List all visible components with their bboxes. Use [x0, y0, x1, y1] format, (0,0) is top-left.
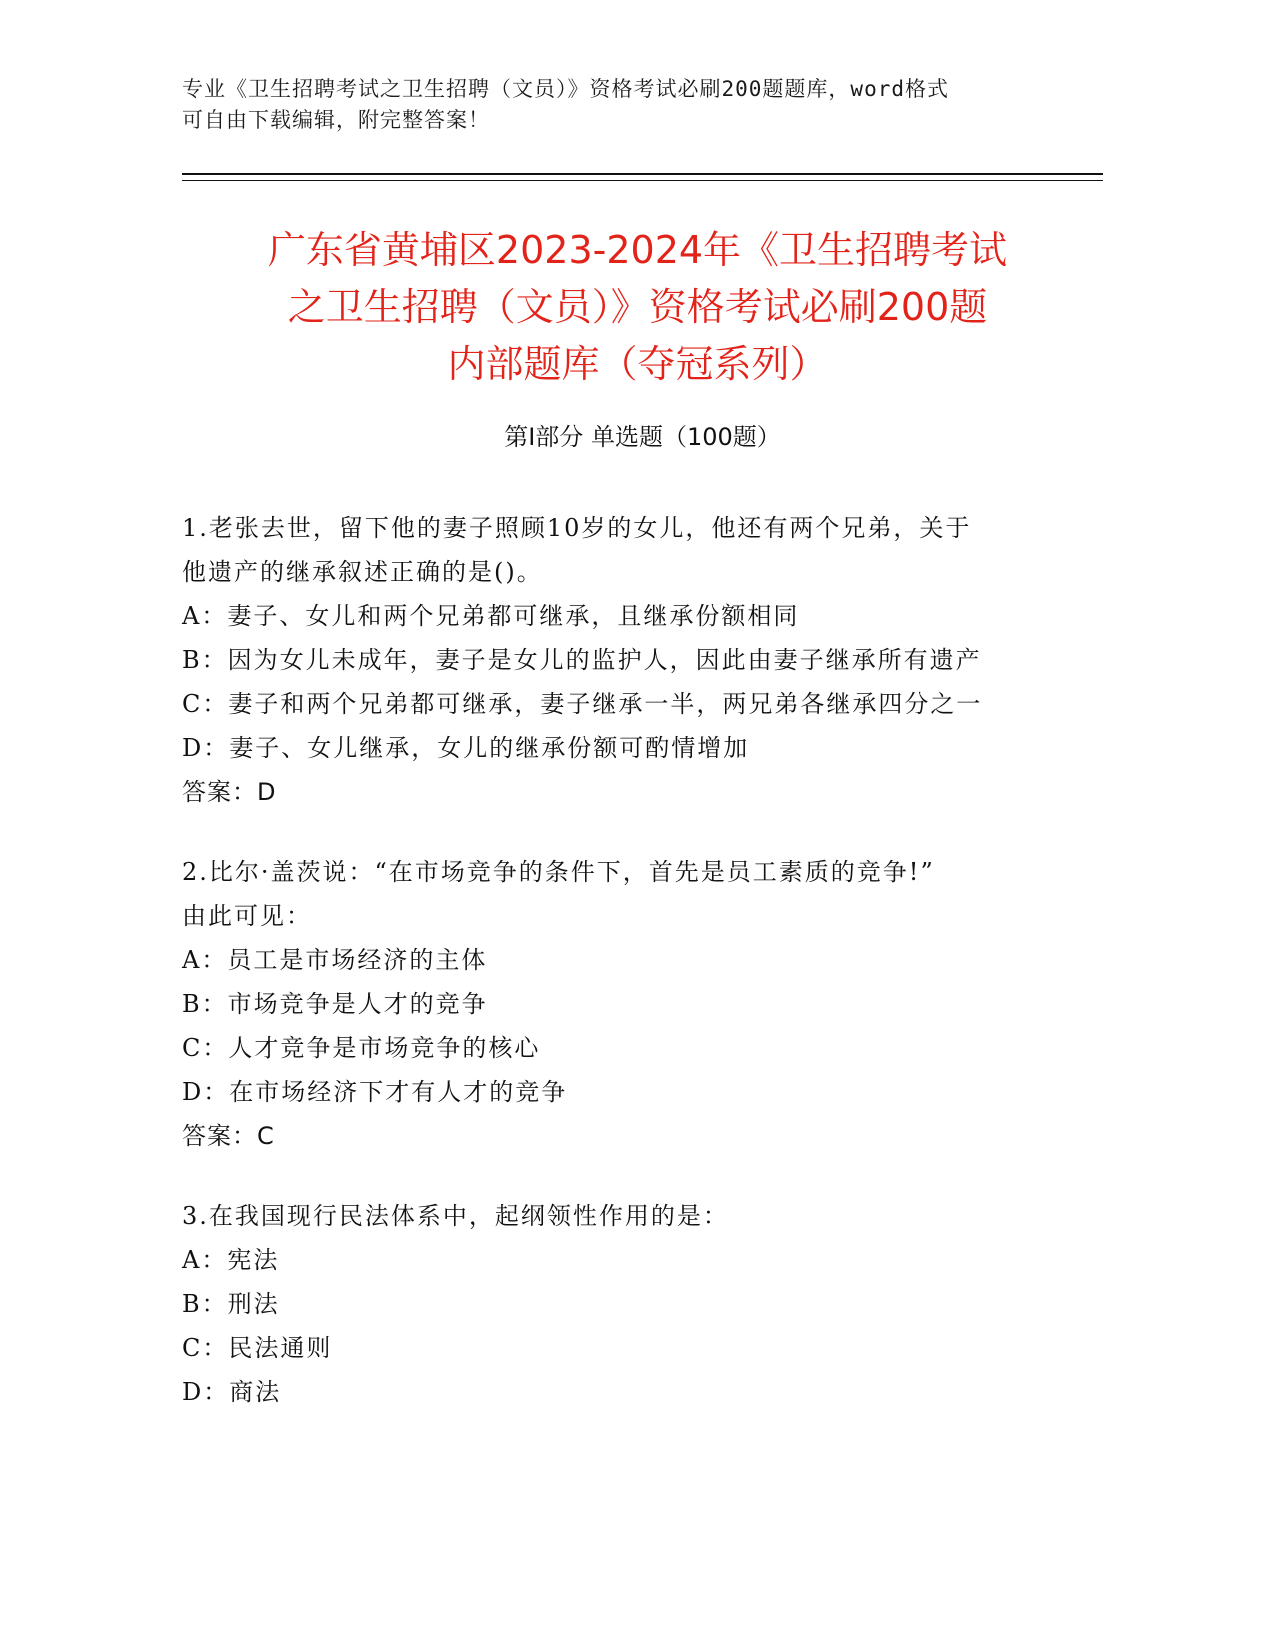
header-note-line-1: 专业《卫生招聘考试之卫生招聘（文员）》资格考试必刷200题题库，word格式 [182, 77, 949, 101]
option-c: C：人才竞争是市场竞争的核心 [182, 1034, 541, 1062]
question-stem: 3.在我国现行民法体系中，起纲领性作用的是： [182, 1202, 729, 1230]
question-list [182, 506, 1062, 1450]
question-stem: 2.比尔·盖茨说：“在市场竞争的条件下，首先是员工素质的竞争!” [182, 858, 935, 886]
answer: 答案：D [182, 778, 277, 806]
question-3 [182, 1194, 1062, 1414]
title-line-2: 之卫生招聘（文员）》资格考试必刷200题 [287, 285, 988, 329]
section-title: 第Ⅰ部分 单选题（100题） [504, 423, 781, 451]
header-note [182, 74, 1062, 136]
question-stem: 1.老张去世，留下他的妻子照顾10岁的女儿，他还有两个兄弟，关于 [182, 514, 972, 542]
header-divider-thin [182, 180, 1103, 181]
question-1 [182, 506, 1062, 814]
header-divider-thick [182, 173, 1103, 175]
answer: 答案：C [182, 1122, 275, 1150]
option-d: D：商法 [182, 1378, 282, 1406]
option-b: B：市场竞争是人才的竞争 [182, 990, 488, 1018]
question-stem: 由此可见： [182, 902, 312, 930]
option-a: A：员工是市场经济的主体 [182, 946, 488, 974]
title-line-3: 内部题库（夺冠系列） [447, 342, 828, 386]
option-b: B：刑法 [182, 1290, 280, 1318]
document-title [160, 222, 1115, 393]
option-b: B：因为女儿未成年，妻子是女儿的监护人，因此由妻子继承所有遗产 [182, 646, 982, 674]
option-a: A：宪法 [182, 1246, 280, 1274]
option-d: D：在市场经济下才有人才的竞争 [182, 1078, 568, 1106]
question-2 [182, 850, 1062, 1158]
option-c: C：民法通则 [182, 1334, 333, 1362]
header-note-line-2: 可自由下载编辑，附完整答案！ [182, 108, 490, 132]
title-line-1: 广东省黄埔区2023-2024年《卫生招聘考试 [267, 228, 1008, 272]
option-d: D：妻子、女儿继承，女儿的继承份额可酌情增加 [182, 734, 750, 762]
option-a: A：妻子、女儿和两个兄弟都可继承，且继承份额相同 [182, 602, 800, 630]
option-c: C：妻子和两个兄弟都可继承，妻子继承一半，两兄弟各继承四分之一 [182, 690, 983, 718]
question-stem: 他遗产的继承叙述正确的是()。 [182, 558, 543, 586]
